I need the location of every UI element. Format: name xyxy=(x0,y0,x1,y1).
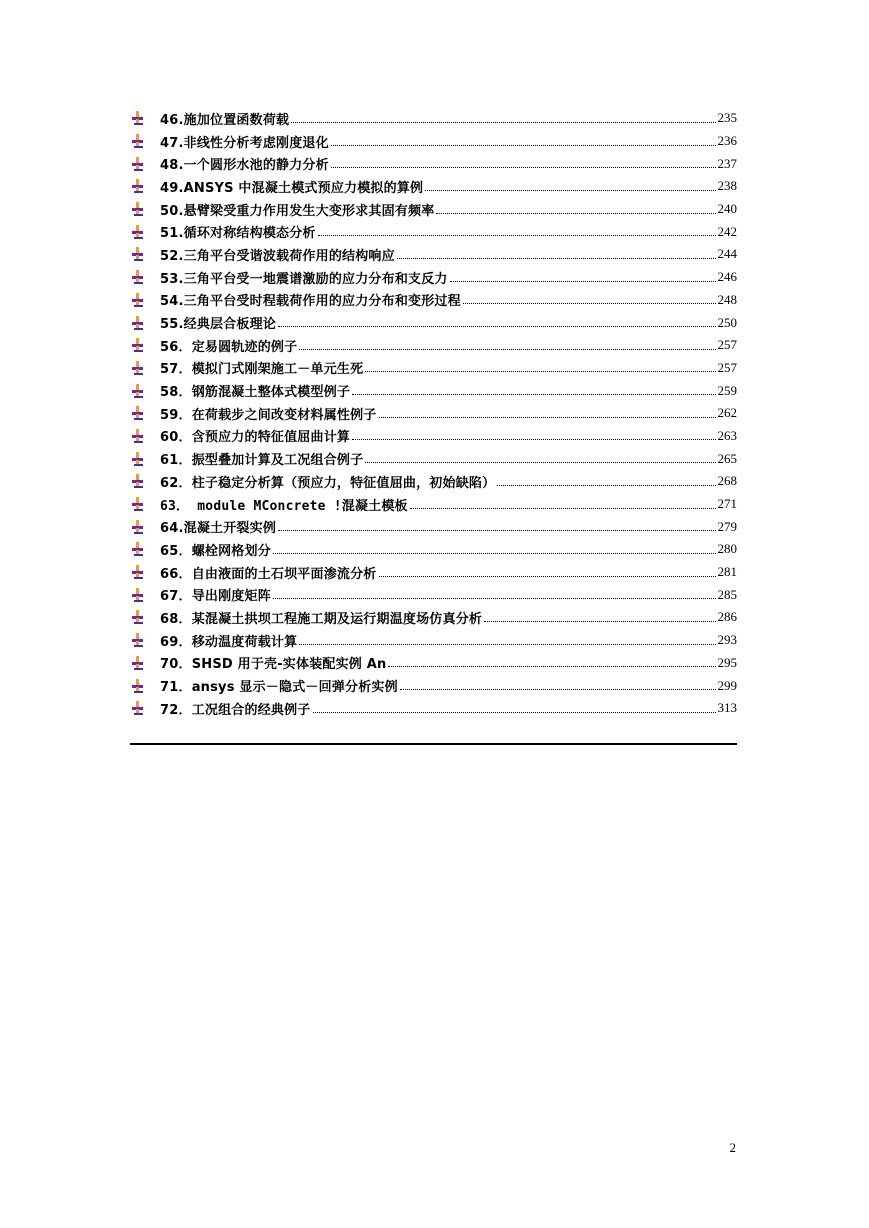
toc-bullet-icon xyxy=(130,678,146,694)
toc-entry-page: 238 xyxy=(717,178,737,194)
toc-bullet-icon xyxy=(130,655,146,671)
toc-entry-title: 49.ANSYS 中混凝土模式预应力模拟的算例 xyxy=(160,180,424,196)
toc-entry-page: 236 xyxy=(717,133,737,149)
toc-bullet-icon xyxy=(130,383,146,399)
toc-bullet-icon xyxy=(130,700,146,716)
toc-entry-page: 235 xyxy=(717,110,737,126)
toc-entry-page: 286 xyxy=(717,609,737,625)
toc-bullet-icon xyxy=(130,541,146,557)
toc-bullet-icon xyxy=(130,178,146,194)
toc-leader-dots xyxy=(436,213,715,214)
toc-entry-page: 248 xyxy=(717,291,737,307)
toc-leader-dots xyxy=(278,326,715,327)
toc-entry-title: 56．定易圆轨迹的例子 xyxy=(160,339,298,355)
toc-leader-dots xyxy=(410,508,716,509)
toc-leader-dots xyxy=(463,303,716,304)
toc-leader-dots xyxy=(400,689,716,690)
toc-leader-dots xyxy=(299,644,715,645)
toc-entry-title: 66．自由液面的土石坝平面渗流分析 xyxy=(160,566,377,582)
toc-bullet-icon xyxy=(130,473,146,489)
toc-entry[interactable] xyxy=(130,561,737,584)
toc-entry[interactable] xyxy=(130,629,737,652)
toc-bullet-icon xyxy=(130,587,146,603)
toc-leader-dots xyxy=(365,462,715,463)
toc-leader-dots xyxy=(291,122,715,123)
toc-entry-page: 271 xyxy=(717,496,737,512)
table-of-contents xyxy=(130,107,737,720)
toc-entry[interactable] xyxy=(130,198,737,221)
page-number: 2 xyxy=(729,1140,736,1155)
toc-bullet-icon xyxy=(130,496,146,512)
toc-entry-title: 53.三角平台受一地震谱激励的应力分布和支反力 xyxy=(160,271,448,287)
toc-leader-dots xyxy=(397,258,716,259)
toc-entry[interactable] xyxy=(130,447,737,470)
toc-bullet-icon xyxy=(130,632,146,648)
toc-entry-page: 295 xyxy=(717,654,737,670)
toc-entry-title: 61．振型叠加计算及工况组合例子 xyxy=(160,453,364,469)
toc-entry-page: 259 xyxy=(717,382,737,398)
toc-bullet-icon xyxy=(130,201,146,217)
toc-bullet-icon xyxy=(130,428,146,444)
section-divider xyxy=(130,743,737,745)
toc-entry[interactable] xyxy=(130,130,737,153)
toc-leader-dots xyxy=(273,553,716,554)
toc-entry-title: 58．钢筋混凝土整体式模型例子 xyxy=(160,385,351,401)
toc-entry-page: 281 xyxy=(717,564,737,580)
toc-entry-title: 51.循环对称结构模态分析 xyxy=(160,226,316,242)
toc-entry[interactable] xyxy=(130,152,737,175)
toc-bullet-icon xyxy=(130,156,146,172)
toc-bullet-icon xyxy=(130,110,146,126)
toc-entry[interactable] xyxy=(130,220,737,243)
toc-entry-title: 69．移动温度荷载计算 xyxy=(160,634,298,650)
toc-leader-dots xyxy=(278,530,715,531)
toc-entry-page: 262 xyxy=(717,405,737,421)
toc-entry[interactable] xyxy=(130,470,737,493)
toc-entry-title: 47.非线性分析考虑刚度退化 xyxy=(160,135,329,151)
toc-bullet-icon xyxy=(130,315,146,331)
toc-entry[interactable] xyxy=(130,493,737,516)
toc-bullet-icon xyxy=(130,564,146,580)
toc-entry-page: 299 xyxy=(717,677,737,693)
toc-leader-dots xyxy=(299,349,715,350)
toc-leader-dots xyxy=(450,281,716,282)
toc-entry-title: 57．模拟门式刚架施工－单元生死 xyxy=(160,362,364,378)
toc-entry-page: 285 xyxy=(717,586,737,602)
toc-entry-page: 244 xyxy=(717,246,737,262)
toc-entry-page: 265 xyxy=(717,450,737,466)
toc-entry-page: 240 xyxy=(717,201,737,217)
toc-entry-page: 246 xyxy=(717,269,737,285)
toc-entry[interactable] xyxy=(130,538,737,561)
toc-bullet-icon xyxy=(130,246,146,262)
toc-entry-title: 54.三角平台受时程载荷作用的应力分布和变形过程 xyxy=(160,294,461,310)
toc-entry-page: 268 xyxy=(717,473,737,489)
toc-entry[interactable] xyxy=(130,583,737,606)
toc-entry-page: 250 xyxy=(717,314,737,330)
toc-entry[interactable] xyxy=(130,652,737,675)
toc-bullet-icon xyxy=(130,519,146,535)
toc-bullet-icon xyxy=(130,337,146,353)
toc-bullet-icon xyxy=(130,609,146,625)
toc-leader-dots xyxy=(379,576,716,577)
toc-bullet-icon xyxy=(130,224,146,240)
toc-entry-title: 70．SHSD 用于壳-实体装配实例 An xyxy=(160,657,387,673)
toc-entry-title: 64.混凝土开裂实例 xyxy=(160,521,277,537)
toc-entry[interactable] xyxy=(130,606,737,629)
toc-leader-dots xyxy=(318,235,716,236)
toc-leader-dots xyxy=(273,598,716,599)
toc-entry[interactable] xyxy=(130,379,737,402)
toc-entry[interactable] xyxy=(130,289,737,312)
toc-entry-page: 257 xyxy=(717,337,737,353)
toc-entry-page: 263 xyxy=(717,427,737,443)
toc-leader-dots xyxy=(497,485,715,486)
toc-entry-title: 63． module MConcrete !混凝土模板 xyxy=(160,498,408,514)
toc-bullet-icon xyxy=(130,360,146,376)
toc-entry[interactable] xyxy=(130,175,737,198)
toc-entry-page: 257 xyxy=(717,359,737,375)
toc-entry-title: 60．含预应力的特征值屈曲计算 xyxy=(160,430,351,446)
toc-bullet-icon xyxy=(130,451,146,467)
toc-leader-dots xyxy=(331,167,716,168)
toc-entry-page: 293 xyxy=(717,632,737,648)
toc-bullet-icon xyxy=(130,133,146,149)
toc-leader-dots xyxy=(484,621,715,622)
toc-entry[interactable] xyxy=(130,243,737,266)
toc-entry-page: 237 xyxy=(717,155,737,171)
toc-entry-title: 46.施加位置函数荷载 xyxy=(160,112,290,128)
toc-leader-dots xyxy=(365,371,715,372)
toc-entry[interactable] xyxy=(130,425,737,448)
toc-leader-dots xyxy=(352,439,715,440)
toc-bullet-icon xyxy=(130,292,146,308)
toc-entry[interactable] xyxy=(130,697,737,720)
toc-leader-dots xyxy=(352,394,715,395)
toc-entry-title: 50.悬臂梁受重力作用发生大变形求其固有频率 xyxy=(160,203,435,219)
toc-leader-dots xyxy=(331,145,716,146)
toc-entry-title: 62．柱子稳定分析算（预应力，特征值屈曲，初始缺陷） xyxy=(160,475,496,491)
toc-entry[interactable] xyxy=(130,402,737,425)
toc-entry-title: 68．某混凝土拱坝工程施工期及运行期温度场仿真分析 xyxy=(160,611,483,627)
toc-entry[interactable] xyxy=(130,515,737,538)
toc-leader-dots xyxy=(379,417,716,418)
toc-entry-page: 313 xyxy=(717,700,737,716)
toc-entry[interactable] xyxy=(130,266,737,289)
toc-entry-title: 55.经典层合板理论 xyxy=(160,317,277,333)
toc-entry[interactable] xyxy=(130,107,737,130)
toc-bullet-icon xyxy=(130,269,146,285)
toc-entry-page: 280 xyxy=(717,541,737,557)
toc-entry[interactable] xyxy=(130,674,737,697)
toc-entry-title: 65．螺栓网格划分 xyxy=(160,543,271,559)
toc-entry[interactable] xyxy=(130,311,737,334)
toc-entry-title: 71．ansys 显示－隐式－回弹分析实例 xyxy=(160,680,398,696)
toc-entry-page: 242 xyxy=(717,223,737,239)
toc-entry[interactable] xyxy=(130,357,737,380)
toc-entry-title: 67．导出刚度矩阵 xyxy=(160,589,271,605)
toc-leader-dots xyxy=(313,712,716,713)
toc-entry-page: 279 xyxy=(717,518,737,534)
toc-entry-title: 48.一个圆形水池的静力分析 xyxy=(160,158,329,174)
toc-entry[interactable] xyxy=(130,334,737,357)
toc-entry-title: 52.三角平台受谐波载荷作用的结构响应 xyxy=(160,248,395,264)
toc-leader-dots xyxy=(388,666,715,667)
toc-bullet-icon xyxy=(130,405,146,421)
toc-leader-dots xyxy=(425,190,715,191)
toc-entry-title: 59．在荷载步之间改变材料属性例子 xyxy=(160,407,377,423)
toc-entry-title: 72．工况组合的经典例子 xyxy=(160,702,311,718)
